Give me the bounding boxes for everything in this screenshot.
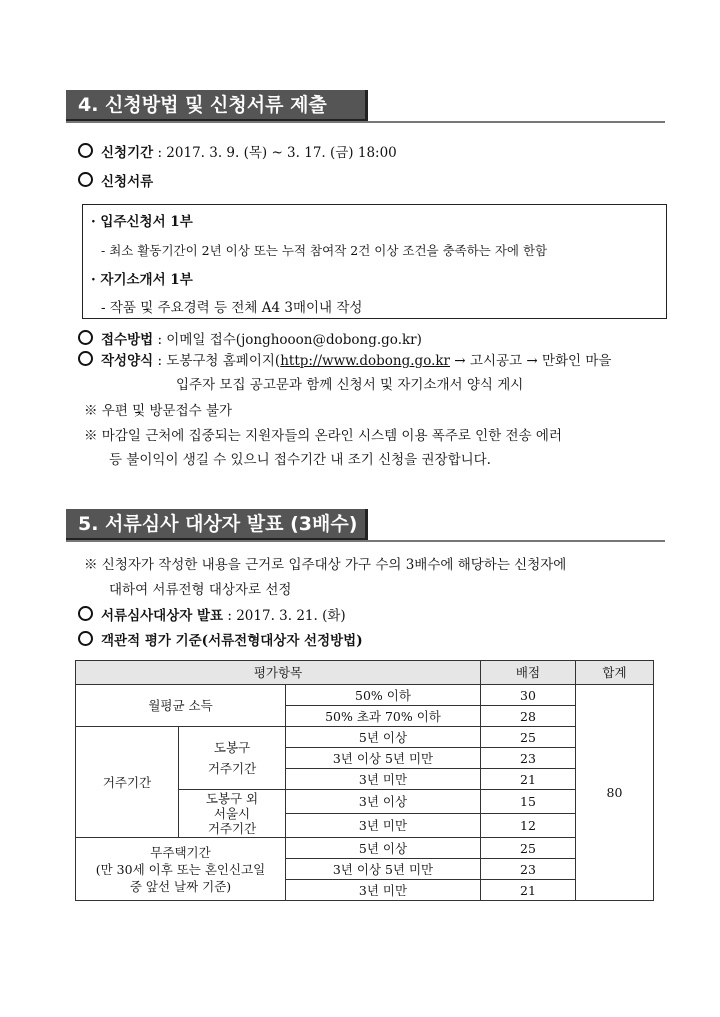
form-template bbox=[78, 351, 611, 370]
header-total: 합계 bbox=[576, 661, 654, 685]
doc-item-self-intro-detail: - 작품 및 주요경력 등 전체 A4 3매이내 작성 bbox=[101, 300, 363, 316]
header-score: 배점 bbox=[481, 661, 576, 685]
application-period bbox=[78, 143, 397, 162]
table-row bbox=[76, 727, 654, 748]
score-cell: 21 bbox=[481, 769, 576, 790]
note-deadline-line1: ※ 마감일 근처에 집중되는 지원자들의 온라인 시스템 이용 폭주로 인한 전송 에러 bbox=[84, 428, 563, 444]
score-cell: 25 bbox=[481, 727, 576, 748]
form-value-prefix: : 도봉구청 홈페이지( bbox=[157, 353, 281, 369]
criterion-cell: 5년 이상 bbox=[286, 727, 481, 748]
announce-label: 서류심사대상자 발표 bbox=[101, 608, 224, 624]
circle-bullet-icon bbox=[78, 172, 93, 187]
score-cell: 30 bbox=[481, 685, 576, 706]
seoul-residence-label: 도봉구 외 서울시 거주기간 bbox=[179, 790, 286, 838]
form-label: 작성양식 bbox=[101, 353, 154, 369]
criterion-cell: 50% 초과 70% 이하 bbox=[286, 706, 481, 727]
circle-bullet-icon bbox=[78, 143, 93, 158]
criterion-cell: 3년 이상 5년 미만 bbox=[286, 748, 481, 769]
selection-note-line1: ※ 신청자가 작성한 내용을 근거로 입주대상 가구 수의 3배수에 해당하는 신청자에 bbox=[84, 557, 567, 573]
residence-label: 거주기간 bbox=[76, 727, 179, 838]
doc-item-application: · 입주신청서 1부 bbox=[91, 214, 193, 230]
documents-label: 신청서류 bbox=[101, 174, 154, 190]
dobong-residence-label: 도봉구 거주기간 bbox=[179, 727, 286, 790]
income-label: 월평균 소득 bbox=[76, 685, 286, 727]
section-4-divider bbox=[66, 121, 665, 123]
receipt-value: : 이메일 접수(jonghooon@dobong.go.kr) bbox=[157, 332, 422, 348]
criterion-cell: 3년 이상 5년 미만 bbox=[286, 859, 481, 880]
criterion-cell: 3년 미만 bbox=[286, 769, 481, 790]
header-item: 평가항목 bbox=[76, 661, 481, 685]
criteria-heading bbox=[78, 631, 363, 650]
announcement bbox=[78, 606, 346, 625]
doc-item-application-detail: - 최소 활동기간이 2년 이상 또는 누적 참여작 2건 이상 조건을 충족하는 자에 한함 bbox=[101, 243, 548, 258]
documents-heading bbox=[78, 172, 153, 191]
announce-value: : 2017. 3. 21. (화) bbox=[227, 608, 346, 624]
evaluation-table bbox=[75, 660, 654, 901]
section-5-title: 5. 서류심사 대상자 발표 (3배수) bbox=[66, 509, 368, 541]
period-label: 신청기간 bbox=[101, 145, 154, 161]
criterion-cell: 3년 이상 bbox=[286, 790, 481, 814]
selection-note-line2: 대하여 서류전형 대상자로 선정 bbox=[109, 582, 292, 598]
circle-bullet-icon bbox=[78, 330, 93, 345]
no-house-period-label: 무주택기간 (만 30세 이후 또는 혼인신고일 중 앞선 날짜 기준) bbox=[76, 838, 286, 901]
circle-bullet-icon bbox=[78, 606, 93, 621]
table-header-row bbox=[76, 661, 654, 685]
criteria-label: 객관적 평가 기준(서류전형대상자 선정방법) bbox=[101, 633, 363, 649]
circle-bullet-icon bbox=[78, 631, 93, 646]
score-cell: 12 bbox=[481, 814, 576, 838]
receipt-label: 접수방법 bbox=[101, 332, 154, 348]
table-row bbox=[76, 838, 654, 859]
criterion-cell: 3년 미만 bbox=[286, 814, 481, 838]
total-cell: 80 bbox=[576, 685, 654, 901]
section-4-title: 4. 신청방법 및 신청서류 제출 bbox=[66, 90, 368, 122]
section-5-divider bbox=[66, 540, 665, 542]
score-cell: 15 bbox=[481, 790, 576, 814]
dobong-homepage-link[interactable]: http://www.dobong.go.kr bbox=[280, 353, 451, 369]
score-cell: 21 bbox=[481, 880, 576, 901]
score-cell: 23 bbox=[481, 859, 576, 880]
doc-item-self-intro: · 자기소개서 1부 bbox=[91, 272, 193, 288]
criterion-cell: 5년 이상 bbox=[286, 838, 481, 859]
criterion-cell: 3년 미만 bbox=[286, 880, 481, 901]
score-cell: 28 bbox=[481, 706, 576, 727]
period-value: : 2017. 3. 9. (목) ~ 3. 17. (금) 18:00 bbox=[157, 145, 397, 161]
documents-box bbox=[82, 204, 667, 319]
circle-bullet-icon bbox=[78, 351, 93, 366]
receipt-method bbox=[78, 330, 422, 349]
note-no-mail: ※ 우편 및 방문접수 불가 bbox=[84, 403, 233, 419]
note-deadline-line2: 등 불이익이 생길 수 있으니 접수기간 내 조기 신청을 권장합니다. bbox=[109, 452, 491, 468]
criterion-cell: 50% 이하 bbox=[286, 685, 481, 706]
score-cell: 23 bbox=[481, 748, 576, 769]
form-value-line2: 입주자 모집 공고문과 함께 신청서 및 자기소개서 양식 게시 bbox=[176, 377, 524, 393]
table-row bbox=[76, 685, 654, 706]
score-cell: 25 bbox=[481, 838, 576, 859]
form-value-suffix: → 고시공고 → 만화인 마을 bbox=[450, 353, 612, 369]
